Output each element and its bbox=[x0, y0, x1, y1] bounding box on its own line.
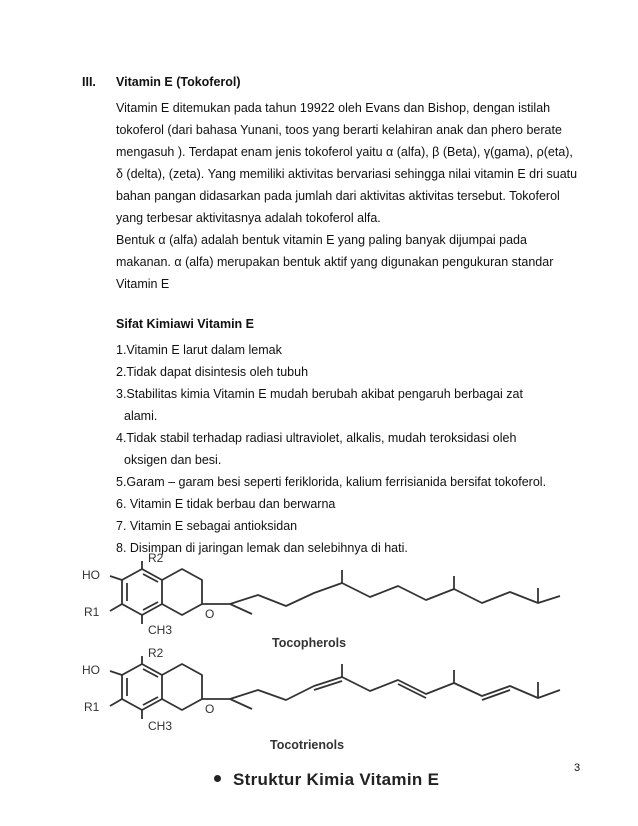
list-item: 3.Stabilitas kimia Vitamin E mudah berubah akibat pengaruh berbagai zat bbox=[116, 387, 523, 401]
alpha-form-paragraph bbox=[116, 229, 571, 295]
tocotrienol-structure bbox=[110, 656, 560, 719]
section-title: Vitamin E (Tokoferol) bbox=[116, 75, 241, 89]
ch3-label: CH3 bbox=[148, 623, 173, 637]
paragraph-line: δ (delta), (zeta). Yang memiliki aktivitas bervariasi sehingga nilai vitamin E dri suatu bbox=[116, 167, 578, 181]
oxygen-label: O bbox=[205, 607, 215, 621]
intro-paragraph bbox=[116, 97, 578, 229]
paragraph-line: bahan pangan didasarkan pada jumlah dari aktivitas aktivitas tersebut. Tokoferol bbox=[116, 189, 560, 203]
list-item: 8. Disimpan di jaringan lemak dan selebihnya di hati. bbox=[116, 541, 408, 555]
subsection-title: Sifat Kimiawi Vitamin E bbox=[116, 317, 255, 331]
properties-list bbox=[116, 339, 546, 559]
list-item: 1.Vitamin E larut dalam lemak bbox=[116, 343, 282, 357]
r1-label: R1 bbox=[84, 700, 100, 714]
list-item: 4.Tidak stabil terhadap radiasi ultraviolet, alkalis, mudah teroksidasi oleh bbox=[116, 431, 517, 445]
tocopherols-label: Tocopherols bbox=[272, 636, 347, 650]
r2-label: R2 bbox=[148, 551, 164, 565]
list-item-continuation: oksigen dan besi. bbox=[124, 453, 222, 467]
paragraph-line: Bentuk α (alfa) adalah bentuk vitamin E yang paling banyak dijumpai pada bbox=[116, 233, 527, 247]
paragraph-line: tokoferol (dari bahasa Yunani, toos yang berarti kelahiran anak dan phero berate bbox=[116, 123, 562, 137]
tocotrienols-label: Tocotrienols bbox=[270, 738, 345, 752]
ch3-label: CH3 bbox=[148, 719, 173, 733]
paragraph-line: yang terbesar aktivitasnya adalah tokoferol alfa. bbox=[116, 211, 381, 225]
page-number: 3 bbox=[574, 762, 581, 774]
ho-label: HO bbox=[82, 663, 100, 677]
bullet-icon bbox=[214, 775, 221, 782]
list-item: 5.Garam – garam besi seperti feriklorida, kalium ferrisianida bersifat tokoferol. bbox=[116, 475, 547, 489]
figure-caption bbox=[214, 770, 439, 790]
tocopherol-structure bbox=[110, 561, 560, 624]
list-item: 7. Vitamin E sebagai antioksidan bbox=[116, 519, 298, 533]
structure-diagram bbox=[80, 548, 580, 758]
vitamin-e-structures-figure bbox=[80, 548, 580, 758]
paragraph-line: Vitamin E bbox=[116, 277, 170, 291]
paragraph-line: Vitamin E ditemukan pada tahun 19922 oleh Evans dan Bishop, dengan istilah bbox=[116, 101, 551, 115]
r1-label: R1 bbox=[84, 605, 100, 619]
list-item-continuation: alami. bbox=[124, 409, 158, 423]
oxygen-label: O bbox=[205, 702, 215, 716]
paragraph-line: makanan. α (alfa) merupakan bentuk aktif yang digunakan pengukuran standar bbox=[116, 255, 554, 269]
caption-text: Struktur Kimia Vitamin E bbox=[233, 770, 440, 789]
ho-label: HO bbox=[82, 568, 100, 582]
section-number: III. bbox=[82, 75, 96, 89]
r2-label: R2 bbox=[148, 646, 164, 660]
list-item: 6. Vitamin E tidak berbau dan berwarna bbox=[116, 497, 336, 511]
paragraph-line: mengasuh ). Terdapat enam jenis tokoferol yaitu α (alfa), β (Beta), γ(gama), ρ(eta), bbox=[116, 145, 573, 159]
list-item: 2.Tidak dapat disintesis oleh tubuh bbox=[116, 365, 309, 379]
